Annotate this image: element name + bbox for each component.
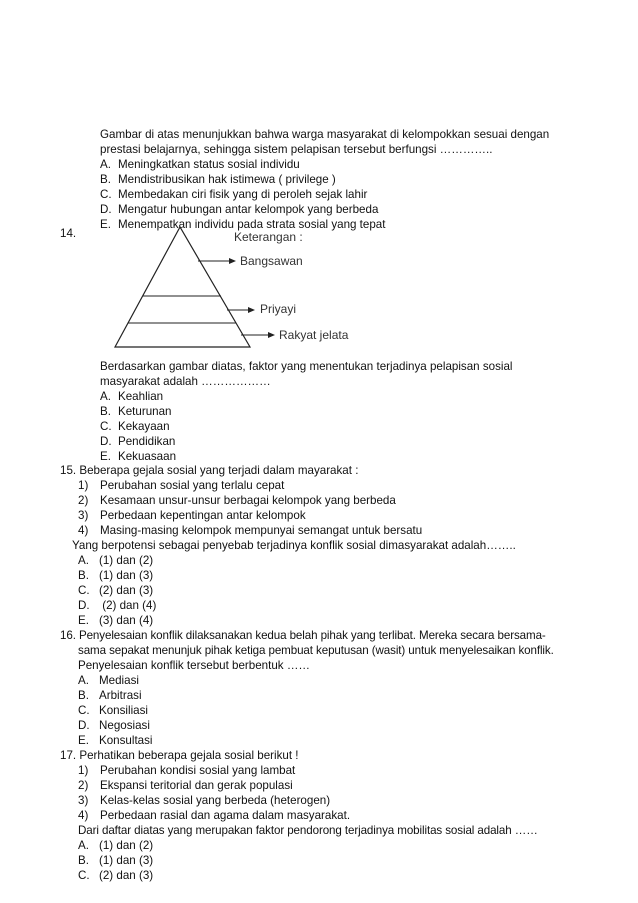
q14-stem-line-2: masyarakat adalah ………………: [100, 375, 271, 388]
q15-option-d: D. (2) dan (4): [78, 599, 157, 612]
arrow-head-bangsawan: [229, 258, 236, 264]
q13-option-b: B. Mendistribusikan hak istimewa ( privilege ): [100, 173, 336, 186]
label-bangsawan: Bangsawan: [240, 254, 303, 268]
q14-stem-line-1: Berdasarkan gambar diatas, faktor yang menentukan terjadinya pelapisan sosial: [100, 360, 513, 373]
q17-item-4: 4) Perbedaan rasial dan agama dalam masyarakat.: [78, 809, 351, 822]
label-priyayi: Priyayi: [260, 302, 297, 316]
q16-stem-line-3: Penyelesaian konflik tersebut berbentuk ……: [78, 659, 311, 672]
q17-option-c: C. (2) dan (3): [78, 869, 154, 882]
q15-item-1: 1) Perubahan sosial yang terlalu cepat: [78, 479, 285, 492]
q17-option-a: A. (1) dan (2): [78, 839, 154, 852]
arrow-head-priyayi: [248, 307, 255, 313]
q16-option-e: E. Konsultasi: [78, 734, 153, 747]
q17-item-2: 2) Ekspansi teritorial dan gerak populasi: [78, 779, 293, 792]
q15-heading: 15. Beberapa gejala sosial yang terjadi dalam mayarakat :: [60, 464, 359, 477]
q16-option-a: A. Mediasi: [78, 674, 139, 687]
social-pyramid-figure: [110, 222, 349, 352]
q14-option-c: C. Kekayaan: [100, 420, 170, 433]
q13-option-d: D. Mengatur hubungan antar kelompok yang berbeda: [100, 203, 379, 216]
q13-stem-line-2: prestasi belajarnya, sehingga sistem pelapisan tersebut berfungsi …………..: [100, 143, 493, 156]
q17-option-b: B. (1) dan (3): [78, 854, 154, 867]
q15-option-e: E. (3) dan (4): [78, 614, 154, 627]
q17-item-1: 1) Perubahan kondisi sosial yang lambat: [78, 764, 296, 777]
arrow-head-rakyat-jelata: [268, 332, 275, 338]
q15-option-c: C. (2) dan (3): [78, 584, 154, 597]
q13-option-c: C. Membedakan ciri fisik yang di peroleh sejak lahir: [100, 188, 368, 201]
q16-option-c: C. Konsiliasi: [78, 704, 148, 717]
q17-heading: 17. Perhatikan beberapa gejala sosial berikut !: [60, 749, 299, 762]
q15-option-b: B. (1) dan (3): [78, 569, 154, 582]
q16-stem-line-2: sama sepakat menunjuk pihak ketiga pembuat keputusan (wasit) untuk menyelesaikan konflik.: [78, 644, 554, 657]
q13-option-a: A. Meningkatkan status sosial individu: [100, 158, 300, 171]
q15-item-4: 4) Masing-masing kelompok mempunyai semangat untuk bersatu: [78, 524, 423, 537]
q14-option-a: A. Keahlian: [100, 390, 164, 403]
q17-question: Dari daftar diatas yang merupakan faktor pendorong terjadinya mobilitas sosial adalah ……: [78, 824, 538, 837]
q13-stem-line-1: Gambar di atas menunjukkan bahwa warga masyarakat di kelompokkan sesuai dengan: [100, 128, 550, 141]
q15-question: Yang berpotensi sebagai penyebab terjadinya konflik sosial dimasyarakat adalah……..: [72, 539, 516, 552]
legend-title: Keterangan :: [234, 230, 303, 244]
q14-option-e: E. Kekuasaan: [100, 450, 177, 463]
q14-option-b: B. Keturunan: [100, 405, 172, 418]
q16-stem-line-1: 16. Penyelesaian konflik dilaksanakan kedua belah pihak yang terlibat. Mereka secara bersama-: [60, 629, 546, 642]
q14-number: 14.: [60, 227, 77, 240]
q15-item-2: 2) Kesamaan unsur-unsur berbagai kelompok yang berbeda: [78, 494, 396, 507]
q15-item-3: 3) Perbedaan kepentingan antar kelompok: [78, 509, 306, 522]
q16-option-b: B. Arbitrasi: [78, 689, 142, 702]
label-rakyat-jelata: Rakyat jelata: [279, 328, 349, 342]
pyramid-outline: [115, 227, 250, 347]
q17-item-3: 3) Kelas-kelas sosial yang berbeda (heterogen): [78, 794, 331, 807]
q16-option-d: D. Negosiasi: [78, 719, 150, 732]
q13-option-e: E. Menempatkan individu pada strata sosial yang tepat: [100, 218, 386, 231]
q15-option-a: A. (1) dan (2): [78, 554, 154, 567]
q14-option-d: D. Pendidikan: [100, 435, 176, 448]
